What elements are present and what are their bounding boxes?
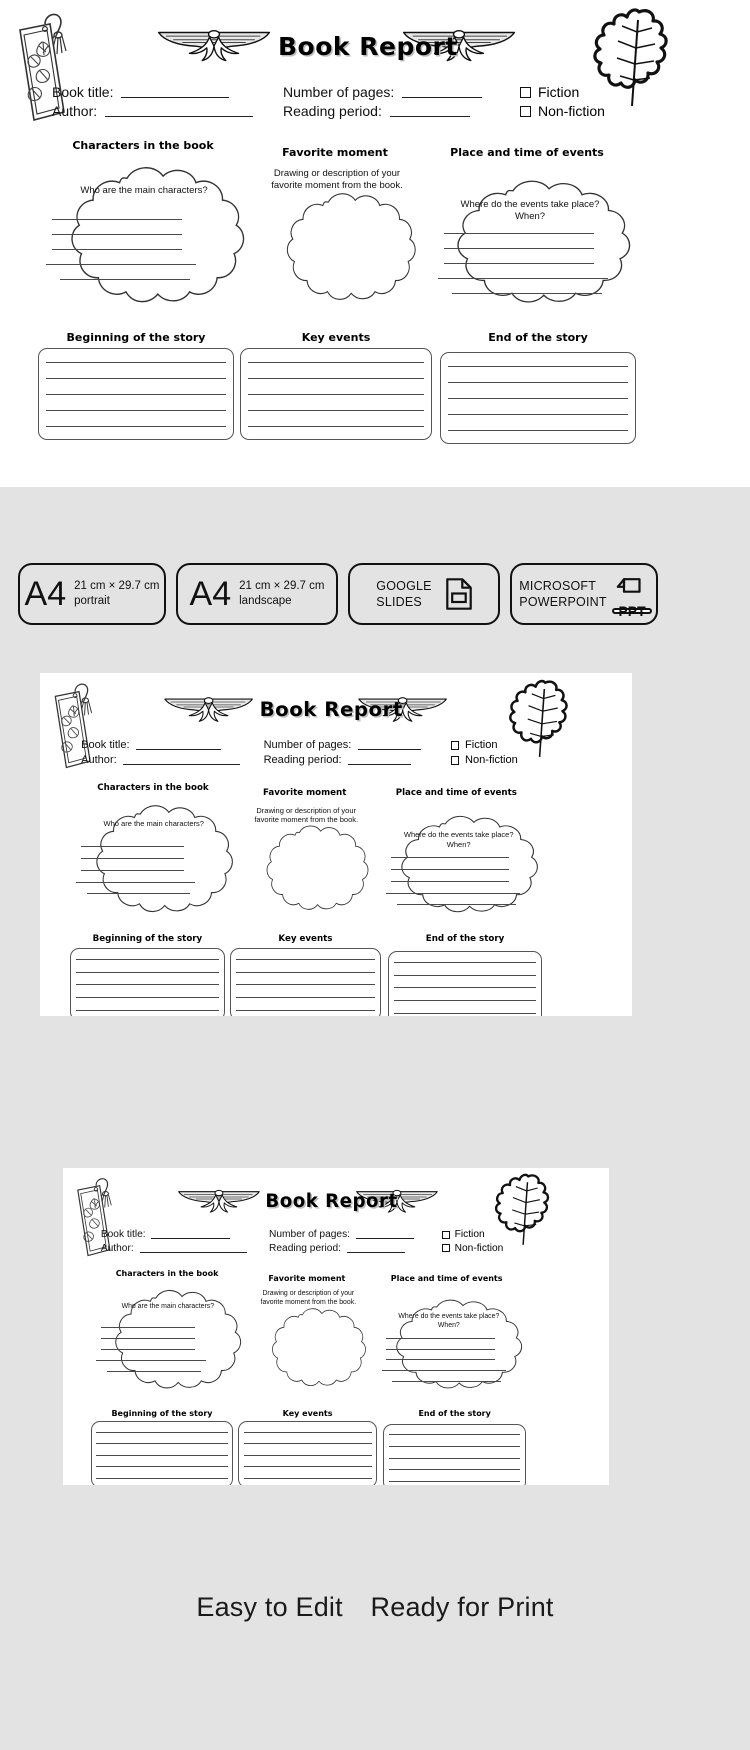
- oak-leaf-icon: [592, 6, 678, 116]
- field-label: Author:: [52, 103, 98, 119]
- box-line: [394, 1013, 536, 1014]
- box-2[interactable]: [383, 1424, 526, 1485]
- checkbox-label: Fiction: [538, 84, 580, 100]
- box-title-2: End of the story: [418, 1408, 491, 1418]
- field-number-of-pages[interactable]: [264, 739, 421, 751]
- box-line: [394, 1000, 536, 1001]
- checkbox-label: Non-fiction: [465, 754, 518, 767]
- box-line: [389, 1446, 520, 1447]
- box-line: [46, 394, 226, 395]
- cloud-prompt-1: Drawing or description of your favorite moment from the book.: [260, 1290, 357, 1306]
- field-label: Author:: [81, 754, 117, 767]
- cloud-shape-1[interactable]: [247, 823, 372, 911]
- checkbox-box[interactable]: [442, 1244, 450, 1252]
- cloud-shape-2[interactable]: [375, 813, 542, 914]
- box-line: [76, 972, 218, 973]
- checkbox-box[interactable]: [451, 741, 460, 750]
- worksheet-title: Book Report: [265, 1191, 398, 1213]
- cloud-title-1: Favorite moment: [282, 146, 388, 159]
- box-line: [394, 987, 536, 988]
- worksheet-preview-small[interactable]: [63, 1168, 609, 1485]
- checkbox-box[interactable]: [442, 1231, 450, 1239]
- cloud-line: [96, 1360, 205, 1361]
- field-input[interactable]: [347, 1252, 405, 1253]
- footer-tags: [0, 1592, 750, 1623]
- format-name-line2: SLIDES: [376, 595, 422, 609]
- cloud-line: [438, 278, 608, 279]
- cloud-line: [391, 869, 510, 870]
- cloud-line: [52, 219, 182, 220]
- worksheet-title: Book Report: [278, 32, 458, 61]
- cloud-title-0: Characters in the book: [72, 139, 214, 152]
- cloud-line: [444, 248, 594, 249]
- cloud-line: [392, 1381, 501, 1382]
- format-name-line1: MICROSOFT: [519, 578, 597, 593]
- box-line: [76, 984, 218, 985]
- cloud-line: [76, 882, 195, 883]
- box-line: [236, 984, 375, 985]
- field-book-title[interactable]: [81, 739, 221, 751]
- cloud-line: [46, 264, 196, 265]
- format-google-slides-button[interactable]: [348, 563, 500, 625]
- box-line: [389, 1469, 520, 1470]
- box-title-2: End of the story: [488, 331, 588, 344]
- cloud-title-1: Favorite moment: [268, 1274, 346, 1284]
- cloud-title-2: Place and time of events: [395, 788, 517, 799]
- box-line: [96, 1478, 227, 1479]
- box-line: [46, 362, 226, 363]
- field-label: Book title:: [52, 84, 114, 100]
- cloud-line: [444, 263, 594, 264]
- box-line: [448, 382, 628, 383]
- box-line: [76, 959, 218, 960]
- checkbox-box[interactable]: [520, 87, 531, 98]
- box-line: [389, 1434, 520, 1435]
- cloud-prompt-0: Who are the main characters?: [103, 819, 204, 829]
- field-input[interactable]: [358, 749, 421, 750]
- cloud-line: [107, 1371, 202, 1372]
- cloud-line: [52, 249, 182, 250]
- box-title-0: Beginning of the story: [92, 934, 203, 945]
- checkbox-label: Fiction: [465, 739, 498, 752]
- format-a4-portrait-button[interactable]: [18, 563, 166, 625]
- field-label: Reading period:: [263, 754, 342, 767]
- box-line: [244, 1455, 372, 1456]
- cloud-title-0: Characters in the book: [97, 782, 209, 793]
- cloud-prompt-2: Where do the events take place? When?: [398, 1312, 500, 1329]
- cloud-title-0: Characters in the book: [115, 1269, 219, 1279]
- cloud-line: [386, 1359, 495, 1360]
- cloud-line: [81, 846, 184, 847]
- field-input[interactable]: [402, 97, 482, 98]
- cloud-line: [52, 234, 182, 235]
- checkbox-non-fiction[interactable]: [520, 103, 605, 119]
- field-input[interactable]: [348, 764, 411, 765]
- field-input[interactable]: [121, 97, 229, 98]
- format-options: [18, 563, 658, 625]
- ribbon-swag-icon: [162, 694, 255, 727]
- field-label: Reading period:: [269, 1242, 341, 1254]
- checkbox-label: Non-fiction: [454, 1242, 504, 1254]
- cloud-title-2: Place and time of events: [390, 1274, 503, 1284]
- cloud-line: [397, 904, 516, 905]
- format-label: A4: [24, 574, 67, 613]
- box-line: [244, 1478, 372, 1479]
- format-size: 21 cm × 29.7 cm: [74, 580, 160, 593]
- ribbon-swag-icon: [176, 1187, 262, 1218]
- field-label: Book title:: [81, 739, 130, 752]
- box-line: [394, 975, 536, 976]
- box-title-1: Key events: [301, 331, 371, 344]
- box-line: [244, 1432, 372, 1433]
- powerpoint-icon: [615, 577, 649, 619]
- field-number-of-pages[interactable]: [269, 1229, 414, 1240]
- box-title-0: Beginning of the story: [111, 1408, 213, 1418]
- field-label: Number of pages:: [269, 1229, 350, 1241]
- footer-ready-for-print: Ready for Print: [370, 1592, 554, 1622]
- field-book-title[interactable]: [52, 84, 229, 100]
- cloud-line: [101, 1338, 196, 1339]
- box-title-0: Beginning of the story: [66, 331, 206, 344]
- cloud-line: [386, 1349, 495, 1350]
- cloud-shape-2[interactable]: [372, 1297, 526, 1390]
- oak-leaf-icon: [494, 1172, 557, 1252]
- cloud-prompt-1: Drawing or description of your favorite moment from the book.: [254, 805, 359, 824]
- box-title-1: Key events: [282, 1408, 333, 1418]
- field-number-of-pages[interactable]: [283, 84, 482, 100]
- box-line: [389, 1481, 520, 1482]
- checkbox-label: Non-fiction: [538, 103, 605, 119]
- cloud-line: [444, 233, 594, 234]
- google-slides-icon: [446, 578, 472, 610]
- worksheet-title: Book Report: [259, 698, 403, 722]
- field-label: Author:: [100, 1242, 134, 1254]
- box-line: [236, 1010, 375, 1011]
- field-author[interactable]: [81, 754, 240, 766]
- cloud-line: [60, 279, 190, 280]
- box-line: [236, 959, 375, 960]
- cloud-line: [101, 1327, 196, 1328]
- box-line: [96, 1466, 227, 1467]
- box-line: [448, 366, 628, 367]
- format-size: 21 cm × 29.7 cm: [239, 580, 325, 593]
- box-line: [248, 362, 424, 363]
- checkbox-non-fiction[interactable]: [442, 1243, 504, 1254]
- field-input[interactable]: [151, 1238, 230, 1239]
- cloud-shape-1[interactable]: [262, 190, 420, 302]
- cloud-prompt-0: Who are the main characters?: [80, 185, 208, 196]
- box-line: [394, 962, 536, 963]
- cloud-line: [87, 893, 190, 894]
- format-name-line2: POWERPOINT: [519, 595, 607, 609]
- field-input[interactable]: [105, 116, 253, 117]
- format-label: A4: [189, 574, 232, 613]
- box-line: [236, 972, 375, 973]
- format-a4-landscape-button[interactable]: [176, 563, 338, 625]
- cloud-line: [386, 1338, 495, 1339]
- checkbox-box[interactable]: [451, 756, 460, 765]
- cloud-prompt-1: Drawing or description of your favorite moment from the book.: [271, 168, 403, 191]
- box-2[interactable]: [388, 951, 543, 1016]
- cloud-line: [386, 893, 520, 894]
- box-line: [248, 410, 424, 411]
- field-input[interactable]: [136, 749, 221, 750]
- box-line: [236, 997, 375, 998]
- cloud-shape-1[interactable]: [254, 1306, 369, 1388]
- format-orientation: portrait: [74, 595, 110, 607]
- field-author[interactable]: [52, 103, 253, 119]
- checkbox-fiction[interactable]: [442, 1229, 485, 1240]
- box-line: [448, 398, 628, 399]
- field-input[interactable]: [356, 1238, 414, 1239]
- checkbox-label: Fiction: [454, 1229, 485, 1241]
- field-book-title[interactable]: [101, 1229, 230, 1240]
- cloud-line: [101, 1349, 196, 1350]
- box-line: [248, 426, 424, 427]
- box-line: [244, 1466, 372, 1467]
- cloud-title-1: Favorite moment: [262, 788, 347, 799]
- field-label: Book title:: [100, 1229, 146, 1241]
- box-line: [76, 1010, 218, 1011]
- box-line: [96, 1443, 227, 1444]
- cloud-title-2: Place and time of events: [450, 146, 604, 159]
- cloud-line: [81, 870, 184, 871]
- box-line: [448, 430, 628, 431]
- cloud-line: [391, 881, 510, 882]
- field-input[interactable]: [390, 116, 470, 117]
- box-line: [248, 378, 424, 379]
- ribbon-swag-icon: [155, 26, 273, 68]
- box-line: [46, 378, 226, 379]
- footer-easy-to-edit: Easy to Edit: [196, 1592, 343, 1622]
- field-author[interactable]: [101, 1243, 247, 1254]
- box-line: [96, 1432, 227, 1433]
- field-reading-period[interactable]: [283, 103, 470, 119]
- cloud-line: [382, 1370, 506, 1371]
- worksheet-preview-medium[interactable]: [40, 673, 632, 1016]
- format-name-line1: GOOGLE: [376, 578, 432, 593]
- box-line: [244, 1443, 372, 1444]
- field-label: Number of pages:: [283, 84, 395, 100]
- box-line: [46, 410, 226, 411]
- worksheet-preview-hero: [0, 0, 750, 487]
- cloud-prompt-2: Where do the events take place? When?: [403, 830, 514, 849]
- field-label: Number of pages:: [263, 739, 352, 752]
- box-line: [76, 997, 218, 998]
- field-input[interactable]: [123, 764, 240, 765]
- checkbox-fiction[interactable]: [451, 739, 498, 751]
- field-reading-period[interactable]: [269, 1243, 405, 1254]
- format-orientation: landscape: [239, 595, 292, 607]
- box-line: [96, 1455, 227, 1456]
- box-title-2: End of the story: [425, 934, 505, 945]
- box-line: [46, 426, 226, 427]
- checkbox-fiction[interactable]: [520, 84, 579, 100]
- cloud-prompt-2: Where do the events take place? When?: [460, 199, 600, 222]
- checkbox-box[interactable]: [520, 106, 531, 117]
- format-powerpoint-button[interactable]: [510, 563, 658, 625]
- cloud-line: [81, 858, 184, 859]
- oak-leaf-icon: [508, 678, 576, 765]
- field-label: Reading period:: [283, 103, 382, 119]
- checkbox-non-fiction[interactable]: [451, 754, 518, 766]
- box-line: [448, 414, 628, 415]
- ppt-badge: PPT: [612, 608, 651, 614]
- box-title-1: Key events: [278, 934, 333, 945]
- field-input[interactable]: [140, 1252, 248, 1253]
- box-line: [389, 1458, 520, 1459]
- box-line: [248, 394, 424, 395]
- field-reading-period[interactable]: [264, 754, 412, 766]
- cloud-line: [452, 293, 602, 294]
- cloud-shape-2[interactable]: [424, 177, 636, 305]
- cloud-prompt-0: Who are the main characters?: [121, 1302, 215, 1310]
- cloud-line: [391, 857, 510, 858]
